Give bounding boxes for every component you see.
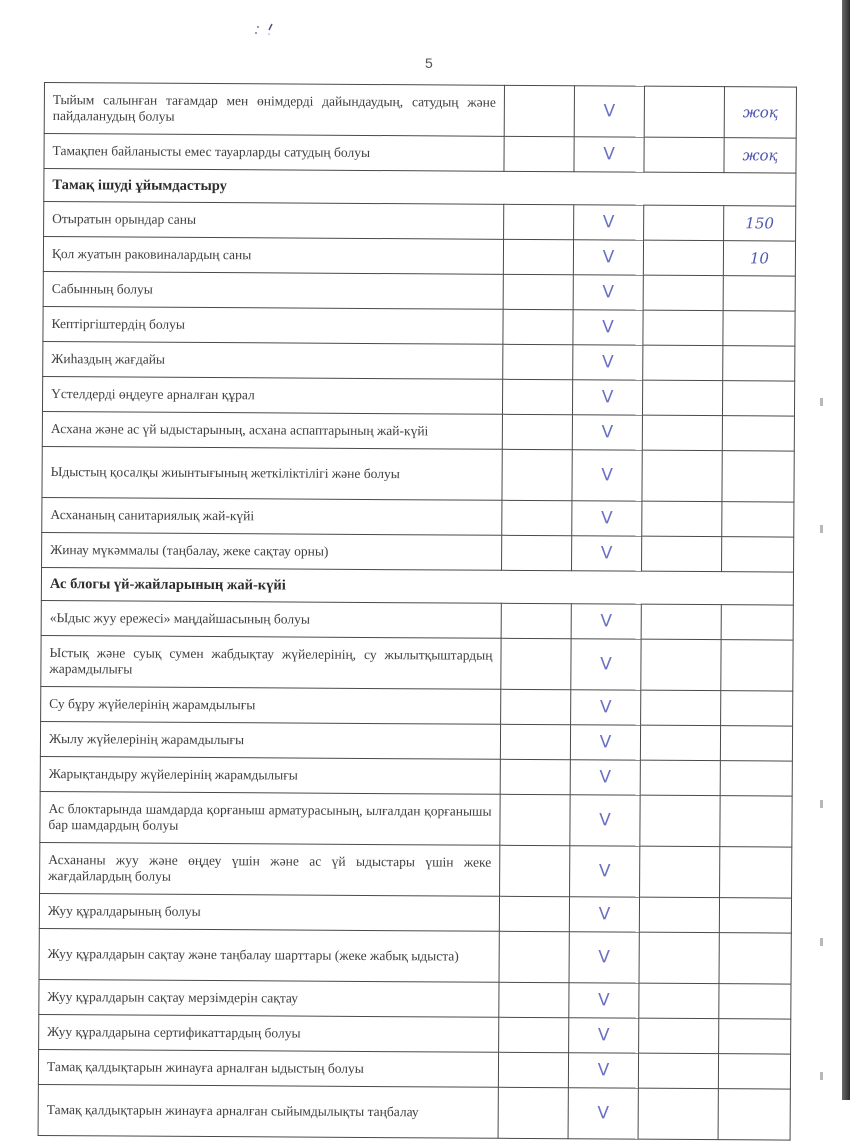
yes-cell — [499, 982, 569, 1017]
no-cell — [638, 1088, 718, 1139]
yes-cell — [503, 344, 573, 379]
check-cell — [571, 690, 641, 725]
checklist-row — [44, 202, 796, 242]
note-cell — [723, 276, 795, 311]
note-cell — [721, 691, 793, 726]
checkmark-icon: V — [601, 464, 613, 485]
checkmark-icon: V — [597, 1102, 610, 1123]
yes-cell — [500, 724, 570, 759]
check-cell — [574, 205, 644, 240]
yes-cell — [504, 136, 574, 171]
note-cell — [720, 726, 792, 761]
no-cell — [643, 345, 723, 380]
checkmark-icon: V — [602, 246, 615, 267]
note-cell — [720, 761, 792, 796]
handwritten-note: жоқ — [742, 145, 778, 164]
checkmark-icon: V — [597, 1024, 610, 1045]
no-cell — [642, 536, 722, 571]
yes-cell — [502, 414, 572, 449]
no-cell — [640, 795, 720, 846]
criterion-text: Ыстық және суық сумен жабдықтау жүйелерінің, су жылытқыштардың жарамдылығы — [41, 635, 501, 689]
check-cell — [571, 639, 641, 690]
no-cell — [644, 205, 724, 240]
checklist-row — [41, 686, 793, 726]
checklist-row — [43, 341, 795, 381]
checklist-row — [39, 928, 791, 984]
criterion-text: Жуу құралдарына сертификаттардың болуы — [39, 1014, 499, 1052]
note-cell — [719, 984, 791, 1019]
note-cell — [723, 311, 795, 346]
check-cell — [572, 501, 642, 536]
check-cell — [571, 604, 641, 639]
checklist-row — [41, 635, 793, 691]
no-cell — [641, 639, 721, 690]
no-cell — [641, 690, 721, 725]
check-cell — [572, 415, 642, 450]
no-cell — [642, 501, 722, 536]
criterion-text: Су бұру жүйелерінің жарамдылығы — [41, 686, 501, 724]
check-cell — [572, 536, 642, 571]
no-cell — [640, 760, 720, 795]
criterion-text: Тыйым салынған тағамдар мен өнімдерді дайындаудың, сатудың және пайдаланудың болуы — [44, 83, 504, 137]
note-cell — [719, 898, 791, 933]
checklist-row — [42, 446, 794, 502]
yes-cell — [501, 638, 571, 689]
criterion-text: Жинау мүкәммалы (таңбалау, жеке сақтау орны) — [42, 532, 502, 570]
checklist-row — [39, 893, 791, 933]
checkmark-icon: V — [598, 860, 611, 881]
checkmark-icon: V — [601, 386, 614, 407]
checklist-row — [42, 411, 794, 451]
criterion-text: Жуу құралдарын сақтау мерзімдерін сақтау — [39, 979, 499, 1017]
yes-cell — [504, 85, 574, 136]
check-cell — [568, 1053, 638, 1088]
note-cell — [724, 206, 796, 241]
checklist-row — [39, 979, 791, 1019]
note-cell — [724, 87, 796, 138]
criterion-text: Тамақ қалдықтарын жинауға арналған ыдыстың болуы — [38, 1049, 498, 1087]
section-title: Ас блогы үй-жайларының жай-күйі — [41, 567, 793, 605]
checkmark-icon: V — [601, 351, 614, 372]
checklist-row — [38, 1049, 790, 1089]
yes-cell — [503, 239, 573, 274]
criterion-text: Жарықтандыру жүйелерінің жарамдылығы — [40, 756, 500, 794]
check-cell — [569, 983, 639, 1018]
no-cell — [643, 310, 723, 345]
check-cell — [574, 137, 644, 172]
yes-cell — [504, 204, 574, 239]
criterion-text: Қол жуатын раковиналардың саны — [43, 237, 503, 275]
criterion-text: Жиһаздың жағдайы — [43, 341, 503, 379]
checklist-row — [40, 721, 792, 761]
yes-cell — [500, 759, 570, 794]
yes-cell — [499, 931, 569, 982]
checkmark-icon: V — [597, 1059, 610, 1080]
criterion-text: «Ыдыс жуу ережесі» маңдайшасының болуы — [41, 600, 501, 638]
criterion-text: Кептіргіштердің болуы — [43, 306, 503, 344]
check-cell — [569, 1018, 639, 1053]
checkmark-icon: V — [600, 653, 612, 674]
no-cell — [642, 450, 722, 501]
checklist-row — [42, 376, 794, 416]
checkmark-icon: V — [599, 809, 611, 830]
inspection-checklist — [38, 82, 796, 1141]
note-cell — [722, 502, 794, 537]
checkmark-icon: V — [599, 696, 612, 717]
note-cell — [724, 138, 796, 173]
check-cell — [569, 932, 639, 983]
yes-cell — [501, 603, 571, 638]
criterion-text: Ас блоктарында шамдарда қорғаныш арматурасының, ылғалдан қорғанышы бар шамдардың болуы — [40, 791, 500, 845]
checkmark-icon: V — [599, 766, 612, 787]
check-cell — [569, 897, 639, 932]
check-cell — [573, 345, 643, 380]
no-cell — [643, 275, 723, 310]
yes-cell — [498, 1087, 568, 1138]
yes-cell — [500, 845, 570, 896]
yes-cell — [500, 794, 570, 845]
no-cell — [639, 1018, 719, 1053]
note-cell — [719, 1019, 791, 1054]
note-cell — [719, 933, 791, 984]
checkmark-icon: V — [601, 421, 614, 442]
no-cell — [640, 725, 720, 760]
no-cell — [643, 240, 723, 275]
yes-cell — [503, 309, 573, 344]
checkmark-icon: V — [600, 507, 613, 528]
note-cell — [723, 346, 795, 381]
checkmark-icon: V — [600, 610, 613, 631]
section-title: Тамақ ішуді ұйымдастыру — [44, 169, 796, 207]
checklist-row — [38, 1084, 790, 1140]
check-cell — [574, 86, 644, 137]
checklist-row — [44, 83, 796, 139]
check-cell — [573, 240, 643, 275]
criterion-text: Сабынның болуы — [43, 271, 503, 309]
checkmark-icon: V — [602, 211, 615, 232]
check-cell — [570, 795, 640, 846]
checkmark-icon: V — [598, 989, 610, 1010]
checkmark-icon: V — [598, 903, 611, 924]
no-cell — [639, 983, 719, 1018]
criterion-text: Жылу жүйелерінің жарамдылығы — [40, 721, 500, 759]
criterion-text: Асхананың санитариялық жай-күйі — [42, 497, 502, 535]
check-cell — [573, 275, 643, 310]
note-cell — [720, 796, 792, 847]
criterion-text: Асхананы жуу және өңдеу үшін және ас үй ыдыстары үшін жеке жағдайлардың болуы — [40, 842, 500, 896]
note-cell — [722, 537, 794, 572]
no-cell — [642, 380, 722, 415]
note-cell — [722, 381, 794, 416]
yes-cell — [502, 500, 572, 535]
checklist-row — [42, 532, 794, 572]
checkmark-icon: V — [602, 281, 615, 302]
criterion-text: Тамақпен байланысты емес тауарларды сатудың болуы — [44, 134, 504, 172]
checkmark-icon: V — [602, 316, 614, 337]
check-cell — [572, 450, 642, 501]
checklist-row — [40, 842, 792, 898]
yes-cell — [499, 896, 569, 931]
no-cell — [642, 415, 722, 450]
criterion-text: Жуу құралдарының болуы — [39, 893, 499, 931]
no-cell — [639, 932, 719, 983]
checklist-row — [39, 1014, 791, 1054]
check-cell — [572, 380, 642, 415]
handwritten-note: 150 — [745, 213, 775, 232]
note-cell — [720, 847, 792, 898]
checkmark-icon: V — [603, 143, 615, 164]
check-cell — [570, 846, 640, 897]
checklist-row — [42, 497, 794, 537]
handwritten-note: 10 — [749, 248, 770, 267]
checkmark-icon: V — [603, 100, 616, 121]
criterion-text: Асхана және ас үй ыдыстарының, асхана аспаптарының жай-күйі — [42, 411, 502, 449]
check-cell — [573, 310, 643, 345]
check-cell — [570, 760, 640, 795]
no-cell — [639, 897, 719, 932]
yes-cell — [498, 1052, 568, 1087]
section-header-row — [44, 169, 796, 207]
scan-edge-shadow — [842, 0, 850, 1100]
section-header-row — [41, 567, 793, 605]
note-cell — [721, 640, 793, 691]
note-cell — [722, 416, 794, 451]
checklist-row — [44, 134, 796, 174]
checklist-row — [43, 237, 795, 277]
no-cell — [644, 86, 724, 137]
criterion-text: Үстелдерді өңдеуге арналған құрал — [42, 376, 502, 414]
checklist-row — [41, 600, 793, 640]
yes-cell — [503, 274, 573, 309]
no-cell — [640, 846, 720, 897]
checklist-row — [40, 791, 792, 847]
no-cell — [638, 1053, 718, 1088]
checklist-row — [43, 306, 795, 346]
note-cell — [722, 451, 794, 502]
checklist-row — [43, 271, 795, 311]
note-cell — [723, 241, 795, 276]
scan-specks — [252, 18, 278, 40]
no-cell — [641, 604, 721, 639]
yes-cell — [502, 449, 572, 500]
handwritten-note: жоқ — [742, 102, 778, 121]
note-cell — [718, 1054, 790, 1089]
page-number: 5 — [425, 55, 433, 71]
criterion-text: Ыдыстың қосалқы жиынтығының жеткіліктілігі және болуы — [42, 446, 502, 500]
checklist-row — [40, 756, 792, 796]
checkmark-icon: V — [598, 946, 611, 967]
no-cell — [644, 137, 724, 172]
criterion-text: Отыратын орындар саны — [44, 202, 504, 240]
checklist-table — [38, 82, 797, 1141]
note-cell — [721, 605, 793, 640]
yes-cell — [501, 689, 571, 724]
check-cell — [570, 725, 640, 760]
yes-cell — [502, 535, 572, 570]
criterion-text: Жуу құралдарын сақтау және таңбалау шарттары (жеке жабық ыдыста) — [39, 928, 499, 982]
yes-cell — [502, 379, 572, 414]
note-cell — [718, 1089, 790, 1140]
check-cell — [568, 1088, 638, 1139]
yes-cell — [499, 1017, 569, 1052]
checkmark-icon: V — [600, 542, 613, 563]
checkmark-icon: V — [599, 731, 612, 752]
criterion-text: Тамақ қалдықтарын жинауға арналған сыйымдылықты таңбалау — [38, 1084, 498, 1138]
